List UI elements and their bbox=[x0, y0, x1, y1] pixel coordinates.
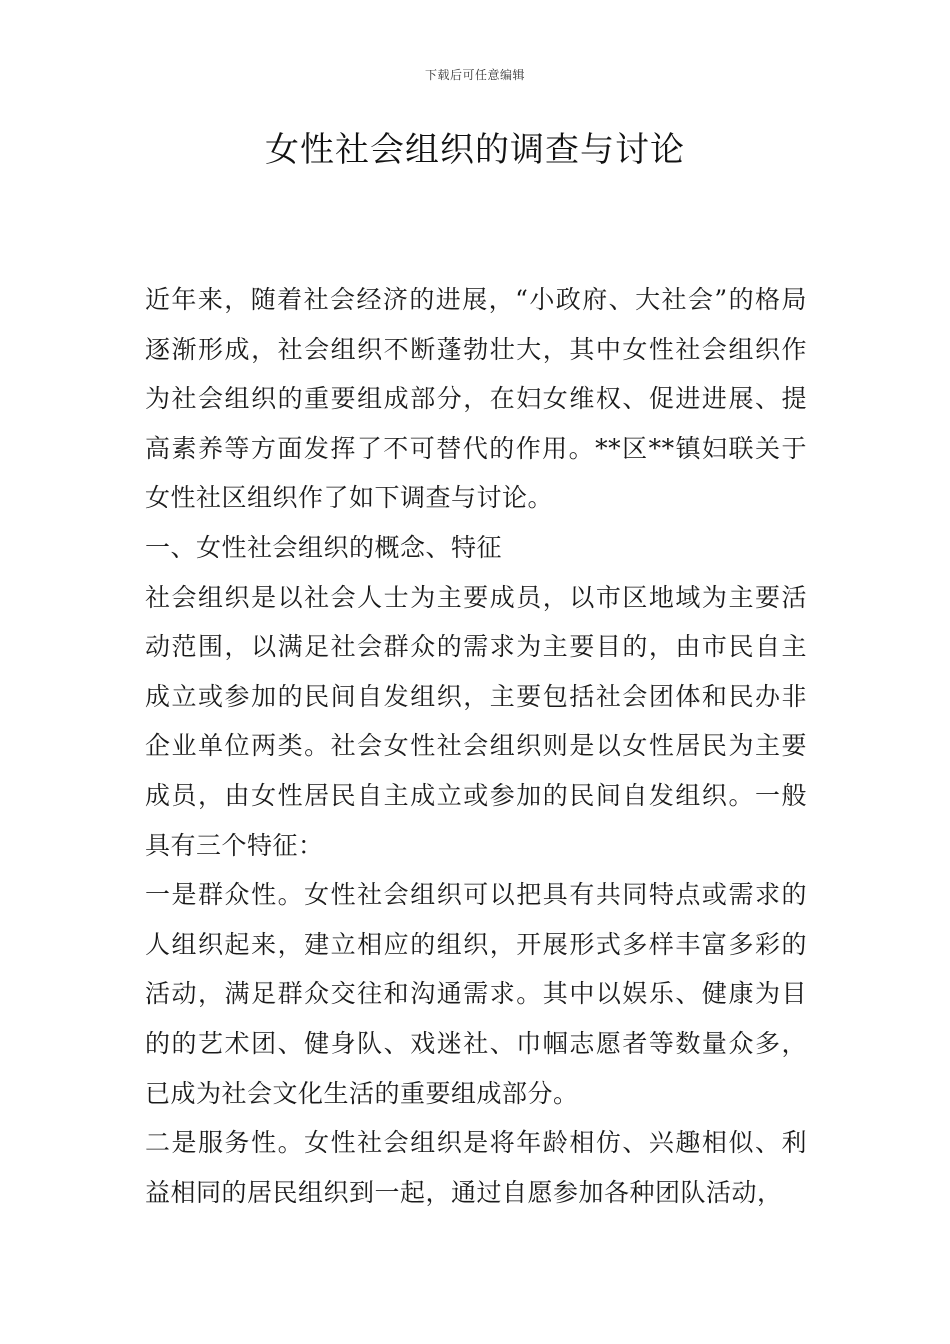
document-body bbox=[145, 275, 807, 1217]
header-note: 下载后可任意编辑 bbox=[424, 68, 525, 82]
section-heading: 一、女性社会组织的概念、特征 bbox=[145, 532, 503, 562]
document-title: 女性社会组织的调查与讨论 bbox=[265, 130, 685, 170]
paragraph-feature-1: 一是群众性。女性社会组织可以把具有共同特点或需求的人组织起来，建立相应的组织，开展形式多样丰富多彩的活动，满足群众交往和沟通需求。其中以娱乐、健康为目的的艺术团、健身队、戏迷社、巾帼志愿者等数量众多，已成为社会文化生活的重要组成部分。 bbox=[145, 880, 807, 1108]
paragraph-definition: 社会组织是以社会人士为主要成员，以市区地域为主要活动范围，以满足社会群众的需求为主要目的，由市民自主成立或参加的民间自发组织，主要包括社会团体和民办非企业单位两类。社会女性社会组织则是以女性居民为主要成员，由女性居民自主成立或参加的民间自发组织。一般具有三个特征： bbox=[145, 582, 807, 860]
paragraph-feature-2: 二是服务性。女性社会组织是将年龄相仿、兴趣相似、利益相同的居民组织到一起，通过自愿参加各种团队活动， bbox=[145, 1128, 807, 1207]
paragraph-intro: 近年来，随着社会经济的进展，“小政府、大社会”的格局逐渐形成，社会组织不断蓬勃壮大，其中女性社会组织作为社会组织的重要组成部分，在妇女维权、促进进展、提高素养等方面发挥了不可替代的作用。**区**镇妇联关于女性社区组织作了如下调查与讨论。 bbox=[145, 285, 807, 513]
